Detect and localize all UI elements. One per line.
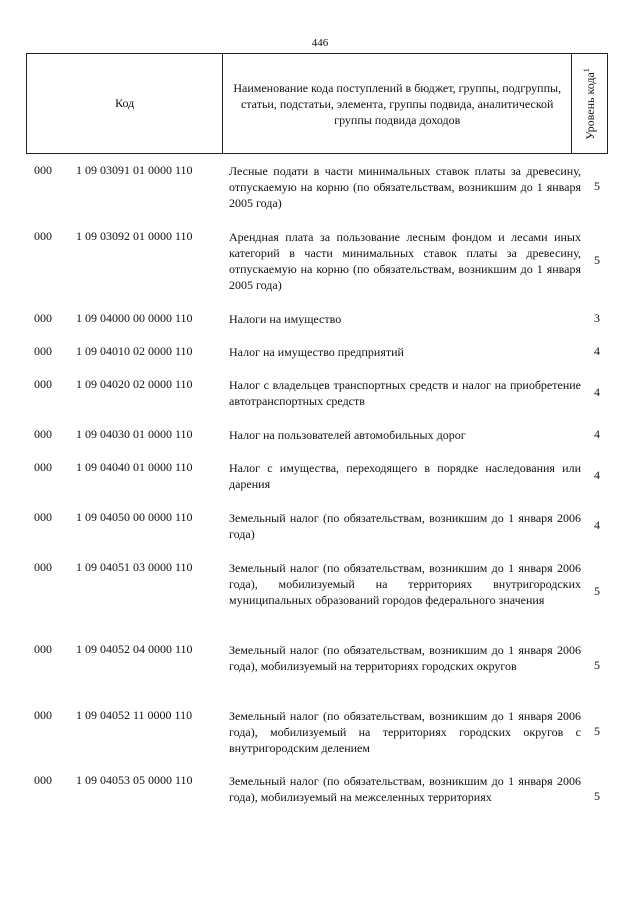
- row-level: 4: [594, 427, 600, 441]
- row-code: 1 09 04040 01 0000 110: [76, 460, 193, 474]
- header-level-text: Уровень кода: [582, 71, 597, 140]
- row-prefix: 000: [34, 311, 52, 325]
- row-name: Земельный налог (по обязательствам, возникшим до 1 января 2006 года), мобилизуемый на территориях городских округов с внутригородским делением: [229, 709, 581, 755]
- table-header: [26, 53, 608, 154]
- row-level: 4: [594, 344, 600, 358]
- row-code: 1 09 03091 01 0000 110: [76, 163, 193, 177]
- header-level: [572, 54, 607, 153]
- page-number: 446: [311, 37, 329, 49]
- row-prefix: 000: [34, 163, 52, 177]
- row-code: 1 09 04030 01 0000 110: [76, 427, 193, 441]
- row-level: 5: [594, 789, 600, 803]
- row-code: 1 09 04010 02 0000 110: [76, 344, 193, 358]
- row-name: Земельный налог (по обязательствам, возникшим до 1 января 2006 года), мобилизуемый на межселенных территориях: [229, 774, 581, 804]
- row-code: 1 09 04052 04 0000 110: [76, 642, 193, 656]
- row-prefix: 000: [34, 708, 52, 722]
- row-prefix: 000: [34, 427, 52, 441]
- row-prefix: 000: [34, 377, 52, 391]
- row-level: 5: [594, 253, 600, 267]
- row-name: Лесные подати в части минимальных ставок платы за древесину, отпускаемую на корню (по обязательствам, возникшим до 1 января 2005 года): [229, 164, 581, 210]
- row-code: 1 09 04052 11 0000 110: [76, 708, 193, 722]
- row-prefix: 000: [34, 460, 52, 474]
- row-level: 4: [594, 385, 600, 399]
- row-level: 4: [594, 468, 600, 482]
- row-code: 1 09 04020 02 0000 110: [76, 377, 193, 391]
- row-code: 1 09 03092 01 0000 110: [76, 229, 193, 243]
- row-prefix: 000: [34, 642, 52, 656]
- row-level: 5: [594, 658, 600, 672]
- row-level: 3: [594, 311, 600, 325]
- row-prefix: 000: [34, 344, 52, 358]
- row-name: Налог на имущество предприятий: [229, 345, 404, 359]
- row-name: Арендная плата за пользование лесным фондом и лесами иных категорий в части минимальных ставок платы за древесину, отпускаемую на корню (по обязательствам, возникшим до 1 января 2005 года): [229, 230, 581, 292]
- row-name: Налоги на имущество: [229, 312, 342, 326]
- row-code: 1 09 04000 00 0000 110: [76, 311, 193, 325]
- row-name: Налог с владельцев транспортных средств и налог на приобретение автотранспортных средств: [229, 378, 581, 408]
- row-name: Налог с имущества, переходящего в порядке наследования или дарения: [229, 461, 581, 491]
- row-prefix: 000: [34, 510, 52, 524]
- header-name: Наименование кода поступлений в бюджет, группы, подгруппы, статьи, подстатьи, элемента, группы подвида, аналитической группы подвида доходов: [223, 54, 572, 153]
- row-level: 5: [594, 724, 600, 738]
- row-code: 1 09 04051 03 0000 110: [76, 560, 193, 574]
- header-level-label: [582, 68, 598, 140]
- row-code: 1 09 04050 00 0000 110: [76, 510, 193, 524]
- header-code: Код: [27, 54, 223, 153]
- row-level: 5: [594, 584, 600, 598]
- row-level: 4: [594, 518, 600, 532]
- row-name: Земельный налог (по обязательствам, возникшим до 1 января 2006 года), мобилизуемый на территориях внутригородских муниципальных образований городов федерального значения: [229, 561, 581, 607]
- header-level-footnote: 1: [581, 67, 591, 72]
- row-prefix: 000: [34, 773, 52, 787]
- row-name: Земельный налог (по обязательствам, возникшим до 1 января 2006 года): [229, 511, 581, 541]
- row-prefix: 000: [34, 229, 52, 243]
- row-prefix: 000: [34, 560, 52, 574]
- row-level: 5: [594, 179, 600, 193]
- row-name: Налог на пользователей автомобильных дорог: [229, 428, 466, 442]
- row-name: Земельный налог (по обязательствам, возникшим до 1 января 2006 года), мобилизуемый на территориях городских округов: [229, 643, 581, 673]
- row-code: 1 09 04053 05 0000 110: [76, 773, 193, 787]
